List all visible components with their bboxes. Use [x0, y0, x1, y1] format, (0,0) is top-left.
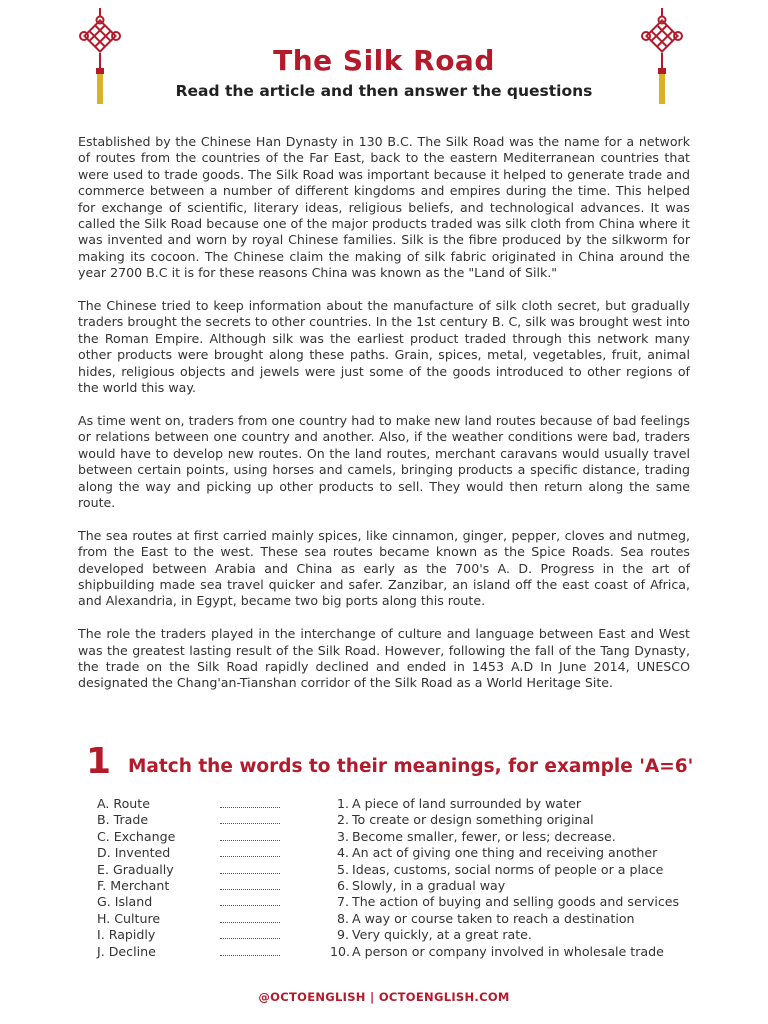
match-row [0, 812, 768, 828]
match-row [0, 845, 768, 861]
article-paragraph: As time went on, traders from one country had to make new land routes because of bad feelings or relations between one country and another. Also, if the weather conditions were bad, traders would have to develop new routes. On the land routes, merchant caravans would usually travel between certain points, using horses and camels, bringing products a specific distance, trading along the way and picking up other products to sell. They would then return along the same route. [78, 412, 690, 510]
answer-blank[interactable] [220, 927, 280, 939]
match-word: C. Exchange [97, 828, 176, 844]
match-word: J. Decline [97, 943, 156, 959]
match-row [0, 911, 768, 927]
match-word: H. Culture [97, 910, 161, 926]
meaning-number: 8. [336, 910, 349, 926]
match-word: I. Rapidly [97, 927, 156, 943]
answer-blank[interactable] [220, 829, 280, 841]
match-row [0, 829, 768, 845]
match-row [0, 796, 768, 812]
article [78, 134, 690, 708]
page-title: The Silk Road [273, 44, 495, 77]
answer-blank[interactable] [220, 812, 280, 824]
match-word: B. Trade [97, 812, 149, 828]
match-meaning: Become smaller, fewer, or less; decrease. [352, 828, 616, 844]
answer-blank[interactable] [220, 862, 280, 874]
answer-blank[interactable] [220, 878, 280, 890]
article-paragraph: The Chinese tried to keep information about the manufacture of silk cloth secret, but gradually traders brought the secrets to other countries. In the 1st century B. C, silk was brought west into the Roman Empire. Although silk was the earliest product traded through this network many other products were brought along these paths. Grain, spices, metal, vegetables, fruit, animal hides, religious objects and jewels were just some of the goods introduced to other regions of the world this way. [78, 298, 690, 396]
match-meaning: Slowly, in a gradual way [352, 878, 506, 893]
article-paragraph: Established by the Chinese Han Dynasty in 130 B.C. The Silk Road was the name for a network of routes from the countries of the Far East, back to the eastern Mediterranean countries that were used to trade goods. The Silk Road was important because it helped to generate trade and commerce between a number of different kingdoms and empires during the time. This helped for exchange of scientific, literary ideas, religious beliefs, and technological advances. It was called the Silk Road because one of the major products traded was silk cloth from China where it was invented and worn by royal Chinese families. Silk is the fibre produced by the silkworm for making its cocoon. The Chinese claim the making of silk fabric originated in China around the year 2700 B.C it is for these reasons China was known as the "Land of Silk." [78, 134, 690, 281]
match-meaning: A way or course taken to reach a destination [352, 910, 635, 926]
meaning-number: 3. [336, 828, 349, 844]
match-row [0, 944, 768, 960]
footer-credit: @OCTOENGLISH | OCTOENGLISH.COM [258, 990, 510, 1004]
match-meaning: An act of giving one thing and receiving another [352, 845, 658, 861]
meaning-number: 2. [336, 812, 349, 828]
answer-blank[interactable] [220, 845, 280, 857]
article-paragraph: The sea routes at first carried mainly spices, like cinnamon, ginger, pepper, cloves and nutmeg, from the East to the west. These sea routes became known as the Spice Roads. Sea routes developed between Arabia and China as early as the 700's A. D. Progress in the art of shipbuilding made sea travel quicker and safer. Zanzibar, an island off the east coast of Africa, and Alexandria, in Egypt, became two big ports along this route. [78, 527, 690, 609]
match-meaning: A person or company involved in wholesale trade [352, 943, 664, 959]
meaning-number: 10. [330, 943, 351, 959]
match-row [0, 894, 768, 910]
match-meaning: Ideas, customs, social norms of people or a place [352, 861, 664, 877]
match-word: E. Gradually [97, 861, 174, 877]
match-row [0, 862, 768, 878]
match-word: A. Route [97, 796, 150, 811]
question-title: Match the words to their meanings, for example 'A=6' [128, 756, 694, 777]
answer-blank[interactable] [220, 911, 280, 923]
meaning-number: 6. [336, 878, 349, 893]
match-meaning: Very quickly, at a great rate. [352, 927, 532, 943]
match-row [0, 878, 768, 894]
question-number: 1 [86, 741, 112, 782]
match-word: D. Invented [97, 845, 171, 861]
answer-blank[interactable] [220, 796, 280, 808]
meaning-number: 9. [336, 927, 349, 943]
match-word: G. Island [97, 894, 153, 910]
match-word: F. Merchant [97, 878, 170, 893]
meaning-number: 4. [336, 845, 349, 861]
match-meaning: To create or design something original [352, 812, 594, 828]
match-row [0, 927, 768, 943]
meaning-number: 5. [336, 861, 349, 877]
match-meaning: The action of buying and selling goods and services [352, 894, 680, 910]
match-meaning: A piece of land surrounded by water [352, 796, 582, 811]
answer-blank[interactable] [220, 894, 280, 906]
page-subtitle: Read the article and then answer the questions [175, 82, 593, 100]
article-paragraph: The role the traders played in the interchange of culture and language between East and West was the greatest lasting result of the Silk Road. However, following the fall of the Tang Dynasty, the trade on the Silk Road rapidly declined and ended in 1453 A.D In June 2014, UNESCO designated the Chang'an-Tianshan corridor of the Silk Road as a World Heritage Site. [78, 626, 690, 691]
answer-blank[interactable] [220, 944, 280, 956]
meaning-number: 7. [336, 894, 349, 910]
meaning-number: 1. [336, 796, 349, 811]
